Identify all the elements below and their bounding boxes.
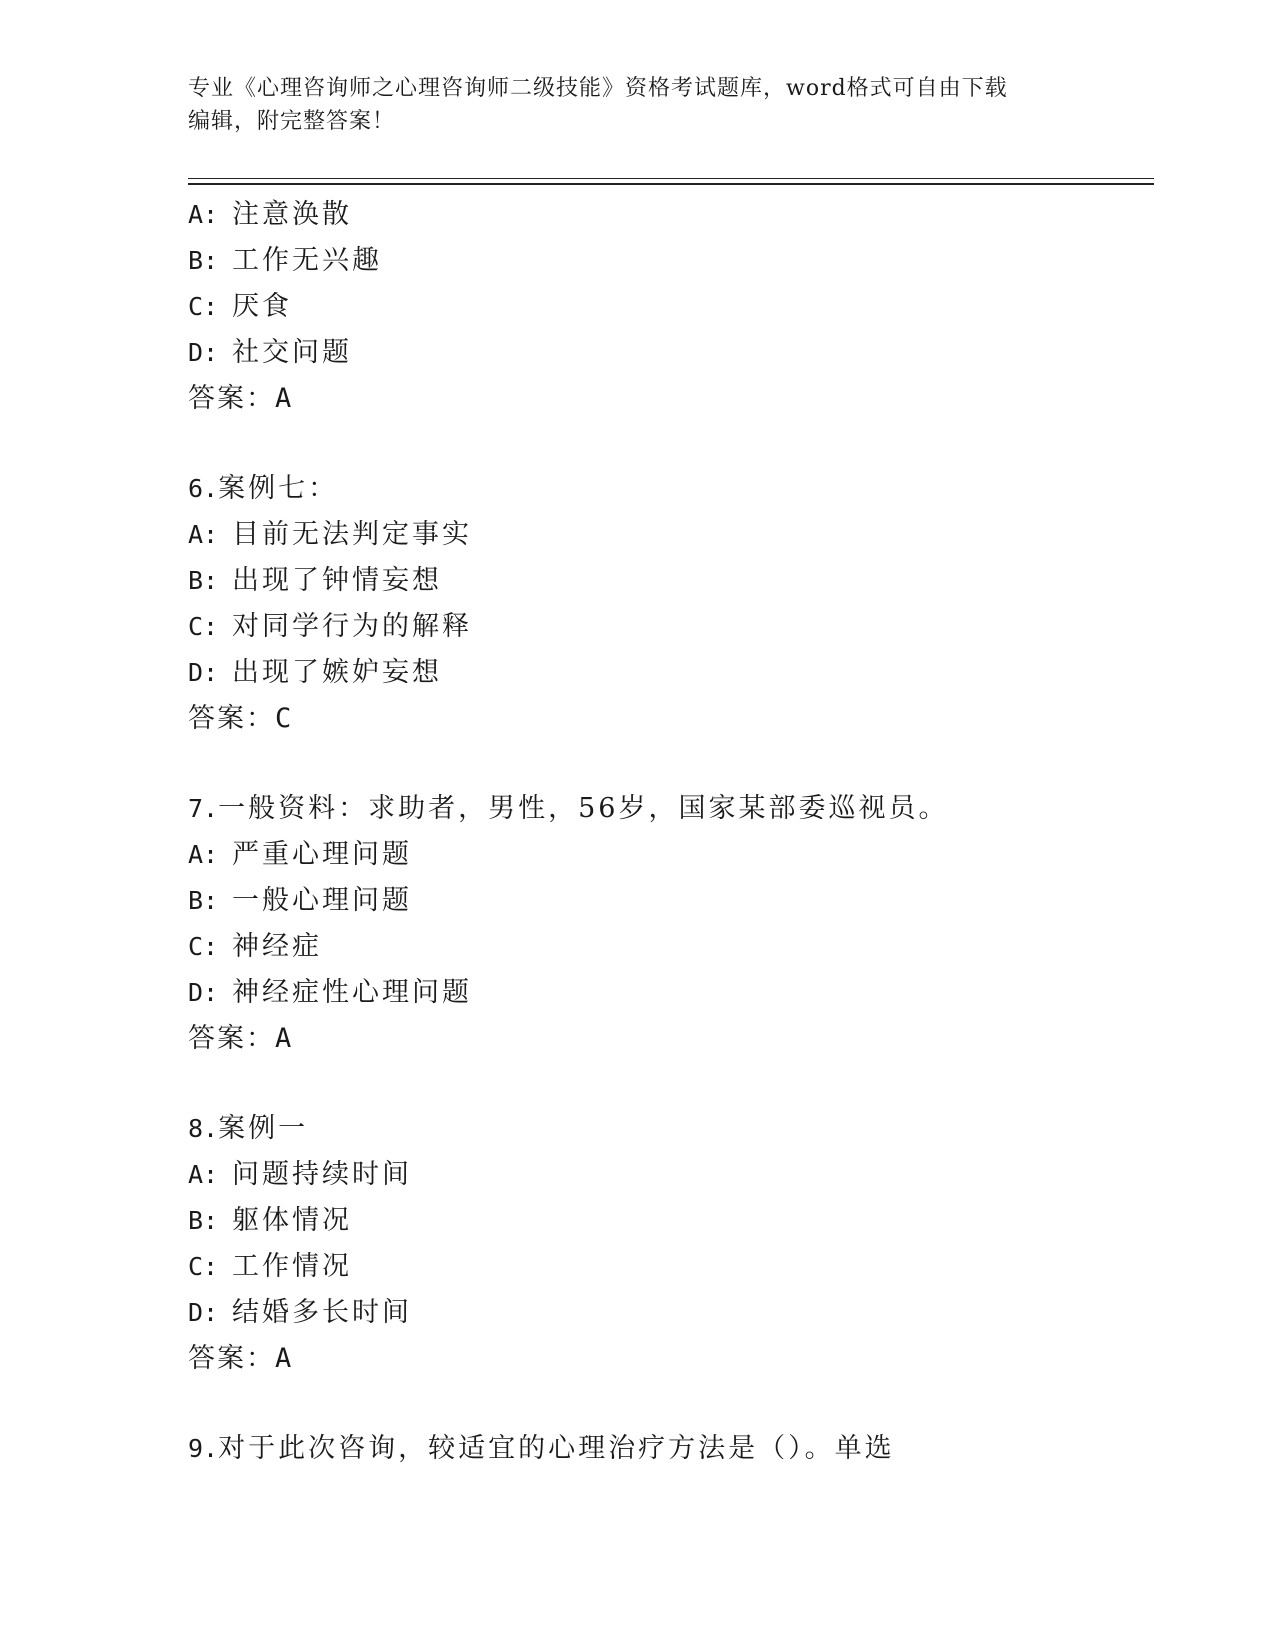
header-line-2: 编辑，附完整答案！ [188, 109, 396, 134]
option-letter: B: [188, 566, 219, 595]
question-block-5 [188, 192, 1148, 422]
question-block-8 [188, 1106, 1148, 1382]
question-stem [188, 786, 1148, 832]
option-letter: A: [188, 520, 219, 549]
answer-value: A [275, 383, 294, 414]
question-text: 一般资料：求助者，男性，56岁，国家某部委巡视员。 [218, 793, 949, 824]
option-text: 严重心理问题 [232, 839, 412, 870]
option-text: 出现了钟情妄想 [232, 565, 442, 596]
option-text: 一般心理问题 [232, 885, 412, 916]
option-letter: D: [188, 1298, 219, 1327]
option-row [188, 284, 1148, 330]
question-stem [188, 466, 1148, 512]
option-row [188, 1198, 1148, 1244]
answer-row [188, 1336, 1148, 1382]
option-text: 躯体情况 [232, 1205, 352, 1236]
option-letter: B: [188, 886, 219, 915]
option-row [188, 650, 1148, 696]
option-row [188, 878, 1148, 924]
option-text: 注意涣散 [232, 199, 352, 230]
question-stem [188, 1106, 1148, 1152]
question-text: 案例七： [218, 473, 339, 504]
option-text: 神经症性心理问题 [232, 977, 472, 1008]
answer-label: 答案： [188, 1343, 275, 1374]
option-letter: D: [188, 658, 219, 687]
question-number: 7. [188, 794, 219, 823]
option-text: 厌食 [232, 291, 292, 322]
answer-row [188, 1016, 1148, 1062]
question-number: 9. [188, 1434, 219, 1463]
answer-row [188, 696, 1148, 742]
option-letter: B: [188, 246, 219, 275]
option-letter: C: [188, 292, 219, 321]
option-row [188, 192, 1148, 238]
answer-label: 答案： [188, 703, 275, 734]
option-row [188, 924, 1148, 970]
option-row [188, 238, 1148, 284]
option-row [188, 1152, 1148, 1198]
option-text: 工作情况 [232, 1251, 352, 1282]
option-row [188, 512, 1148, 558]
question-block-6 [188, 466, 1148, 742]
question-text: 对于此次咨询，较适宜的心理治疗方法是（）。单选 [218, 1433, 895, 1464]
option-letter: C: [188, 1252, 219, 1281]
option-letter: B: [188, 1206, 219, 1235]
option-text: 结婚多长时间 [232, 1297, 412, 1328]
option-text: 工作无兴趣 [232, 245, 382, 276]
option-row [188, 330, 1148, 376]
answer-label: 答案： [188, 383, 275, 414]
question-list [188, 192, 1148, 1472]
option-row [188, 1290, 1148, 1336]
question-block-9 [188, 1426, 1148, 1472]
option-row [188, 970, 1148, 1016]
option-letter: D: [188, 338, 219, 367]
question-number: 8. [188, 1114, 219, 1143]
question-block-7 [188, 786, 1148, 1062]
option-text: 目前无法判定事实 [232, 519, 472, 550]
option-letter: A: [188, 200, 219, 229]
option-text: 神经症 [232, 931, 322, 962]
option-letter: D: [188, 978, 219, 1007]
option-row [188, 604, 1148, 650]
header-divider-thick [188, 183, 1154, 185]
header-line-1: 专业《心理咨询师之心理咨询师二级技能》资格考试题库，word格式可自由下载 [188, 76, 1008, 101]
answer-value: A [275, 1023, 294, 1054]
document-header [188, 72, 1088, 138]
option-text: 出现了嫉妒妄想 [232, 657, 442, 688]
answer-value: A [275, 1343, 294, 1374]
option-letter: C: [188, 612, 219, 641]
question-stem [188, 1426, 1148, 1472]
option-row [188, 832, 1148, 878]
option-text: 社交问题 [232, 337, 352, 368]
option-text: 对同学行为的解释 [232, 611, 472, 642]
option-letter: A: [188, 840, 219, 869]
answer-value: C [275, 703, 294, 734]
option-letter: A: [188, 1160, 219, 1189]
option-row [188, 558, 1148, 604]
option-letter: C: [188, 932, 219, 961]
answer-label: 答案： [188, 1023, 275, 1054]
question-number: 6. [188, 474, 219, 503]
option-text: 问题持续时间 [232, 1159, 412, 1190]
question-text: 案例一 [218, 1113, 309, 1144]
option-row [188, 1244, 1148, 1290]
header-divider-thin [188, 178, 1154, 179]
answer-row [188, 376, 1148, 422]
